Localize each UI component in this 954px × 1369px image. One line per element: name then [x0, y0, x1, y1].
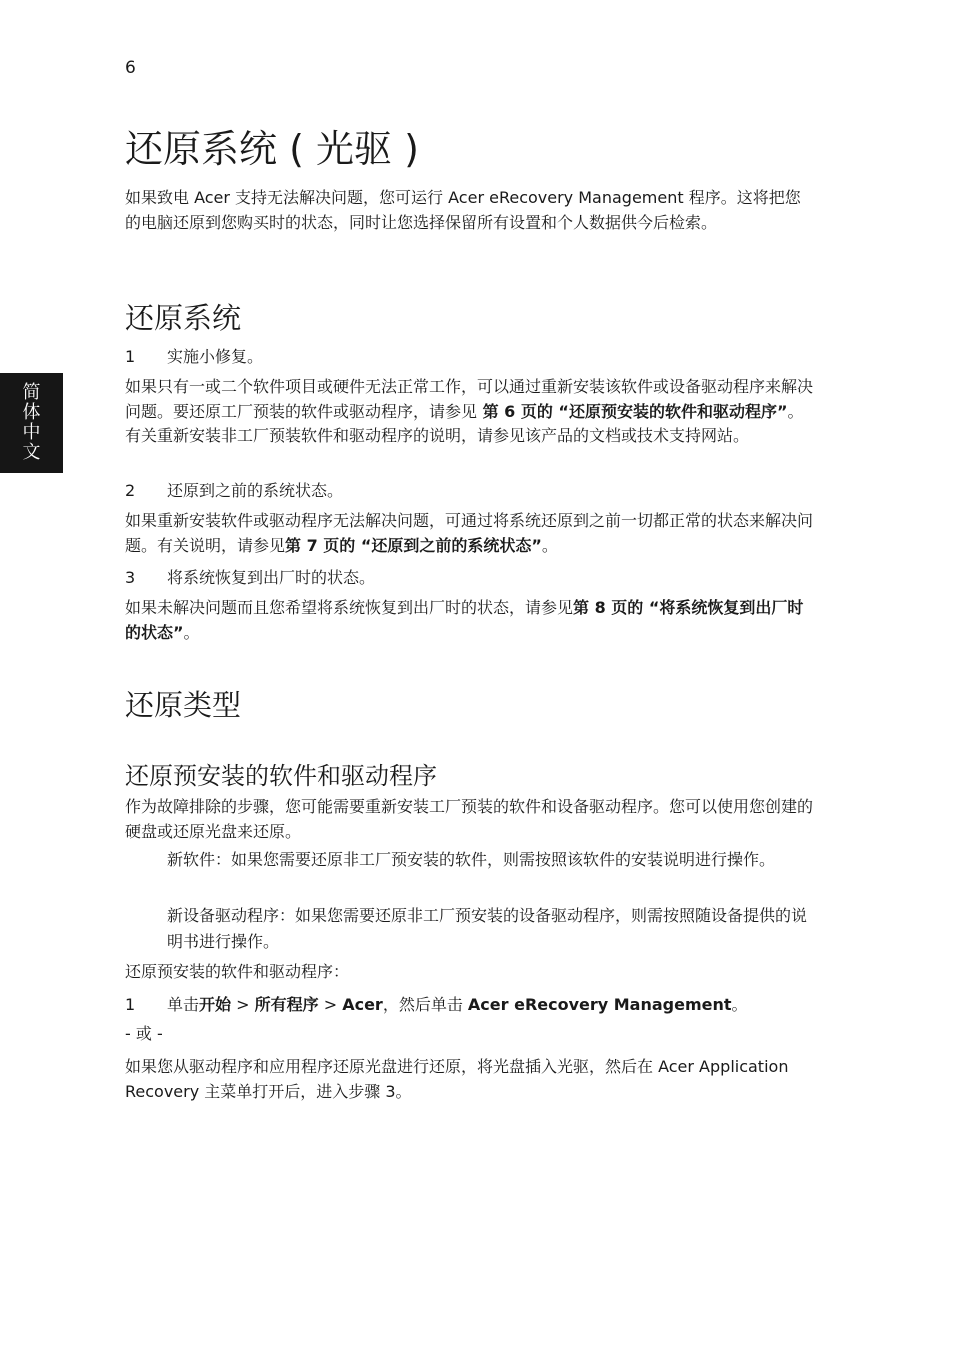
- app-name-label: Acer eRecovery Management: [467, 995, 732, 1014]
- step-1-label: [125, 345, 815, 369]
- cross-reference: 第 6 页的 “还原预安装的软件和驱动程序”: [477, 401, 788, 421]
- cross-reference: 第 8 页的 “将系统恢复到出厂时的状态”: [125, 598, 804, 642]
- start-menu-label: 开始: [199, 995, 232, 1014]
- step-number: 3: [125, 568, 136, 587]
- description-text: 如果只有一或二个软件项目或硬件无法正常工作，可以通过重新安装该软件或设备驱动程序来解决问题。要还原工厂预装的软件或驱动程序，请参见: [125, 377, 814, 421]
- language-side-tab: [0, 373, 63, 473]
- step-number: 1: [125, 347, 136, 366]
- page-number: 6: [125, 58, 136, 78]
- procedure-lead: 还原预安装的软件和驱动程序：: [125, 962, 350, 981]
- step-pre: 单击: [167, 995, 200, 1014]
- step-end: 。: [731, 995, 748, 1014]
- step-text: 将系统恢复到出厂时的状态。: [167, 568, 376, 587]
- all-programs-label: 所有程序: [254, 995, 319, 1014]
- step-1-description: [125, 375, 815, 449]
- step-text: 还原到之前的系统状态。: [167, 481, 344, 500]
- step-3-label: [125, 566, 815, 590]
- step-number: 2: [125, 481, 136, 500]
- step-text: 实施小修复。: [167, 347, 264, 366]
- language-side-tab-label: 简体中文: [22, 382, 41, 463]
- step-mid: ，然后单击: [382, 995, 468, 1014]
- step-2-description: [125, 509, 815, 558]
- new-software-note: 新软件：如果您需要还原非工厂预安装的软件，则需按照该软件的安装说明进行操作。: [167, 850, 776, 869]
- step-2-label: [125, 479, 815, 503]
- description-text: 如果未解决问题而且您希望将系统恢复到出厂时的状态，请参见: [125, 598, 574, 617]
- cross-reference: 第 7 页的 “还原到之前的系统状态”: [285, 535, 542, 555]
- section-heading-restore-types: 还原类型: [125, 688, 242, 722]
- closing-paragraph: 如果您从驱动程序和应用程序还原光盘进行还原，将光盘插入光驱，然后在 Acer Application Recovery 主菜单打开后，进入步骤 3。: [125, 1057, 789, 1101]
- description-text: 如果重新安装软件或驱动程序无法解决问题，可通过将系统还原到之前一切都正常的状态来解决问题。有关说明，请参见: [125, 511, 814, 555]
- procedure-step-1: [125, 993, 815, 1017]
- step-3-description: [125, 596, 815, 645]
- or-separator: - 或 -: [125, 1024, 163, 1043]
- description-text-after: 。: [183, 622, 200, 642]
- description-text-after: 。: [541, 535, 558, 555]
- intro-paragraph: 如果致电 Acer 支持无法解决问题，您可运行 Acer eRecovery Management 程序。这将把您的电脑还原到您购买时的状态，同时让您选择保留所有设置和个人数据供今后检索。: [125, 188, 801, 232]
- step-number: 1: [125, 995, 136, 1014]
- separator: >: [231, 995, 255, 1014]
- new-device-driver-note: 新设备驱动程序：如果您需要还原非工厂预安装的设备驱动程序，则需按照随设备提供的说明书进行操作。: [167, 906, 808, 951]
- separator: >: [318, 995, 343, 1014]
- description-text-after: 。有关重新安装非工厂预装软件和驱动程序的说明，请参见该产品的文档或技术支持网站。: [125, 401, 804, 445]
- acer-folder-label: Acer: [342, 995, 383, 1014]
- section-heading-restore-system: 还原系统: [125, 301, 242, 335]
- restore-types-paragraph: 作为故障排除的步骤，您可能需要重新安装工厂预装的软件和设备驱动程序。您可以使用您创建的硬盘或还原光盘来还原。: [125, 797, 814, 841]
- subsection-heading: 还原预安装的软件和驱动程序: [125, 762, 437, 790]
- page-title: 还原系统 ( 光驱 ): [125, 127, 419, 171]
